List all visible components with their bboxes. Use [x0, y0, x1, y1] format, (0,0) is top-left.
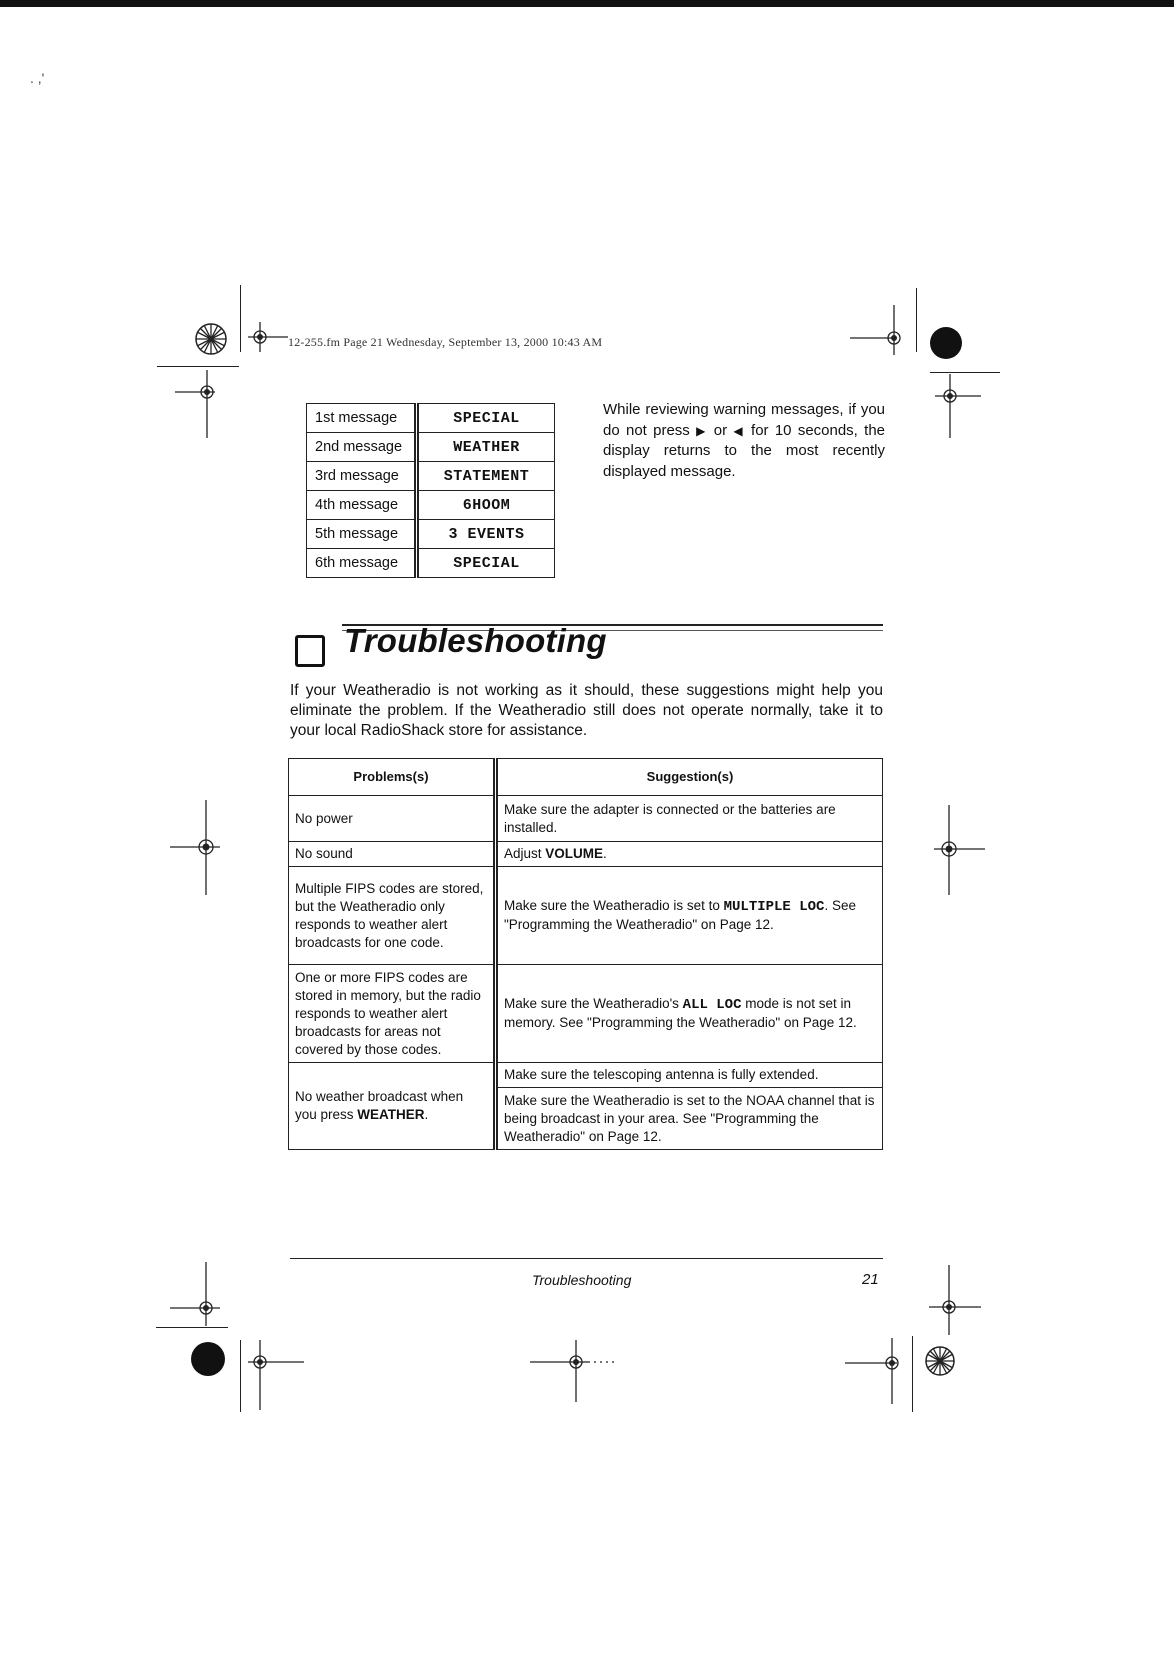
registration-star-icon [924, 1345, 956, 1377]
problem-cell: No power [289, 796, 496, 842]
message-label: 2nd message [307, 433, 417, 462]
message-table [306, 403, 555, 578]
footer-rule [290, 1258, 883, 1259]
right-arrow-icon: ▶ [696, 423, 708, 438]
message-display: SPECIAL [417, 549, 555, 578]
suggestion-cell: Make sure the Weatheradio is set to the NOAA channel that is being broadcast in your area. See "Programming the Weatheradio" on Page 12. [496, 1088, 883, 1150]
control-name: VOLUME [545, 846, 604, 861]
display-text: ALL LOC [682, 997, 742, 1013]
suggestion-text: . [603, 846, 607, 861]
message-row [307, 549, 555, 578]
crop-line [157, 366, 239, 367]
message-row [307, 491, 555, 520]
crop-line [240, 1340, 241, 1412]
problem-cell: One or more FIPS codes are stored in memory, but the radio responds to weather alert broadcasts for areas not covered by those codes. [289, 965, 496, 1063]
problem-text: . [424, 1107, 429, 1122]
suggestion-text: mode is not set in memory. See "Programming the Weatheradio" on Page 12. [504, 996, 857, 1030]
problem-header: Problems(s) [289, 759, 496, 796]
review-note-text: While reviewing warning messages, if you do not press [603, 401, 885, 439]
message-label: 5th message [307, 520, 417, 549]
registration-dot-icon [930, 327, 962, 359]
message-label: 4th message [307, 491, 417, 520]
table-row [289, 796, 883, 842]
crosshair-icon [244, 1340, 308, 1410]
message-display: STATEMENT [417, 462, 555, 491]
message-display: WEATHER [417, 433, 555, 462]
crosshair-icon [170, 1262, 230, 1326]
suggestion-text: Adjust [504, 846, 546, 861]
crop-line [916, 288, 917, 352]
crosshair-icon [850, 305, 910, 355]
display-text: MULTIPLE LOC [723, 899, 825, 915]
section-intro: If your Weatheradio is not working as it should, these suggestions might help you eliminate the problem. If the Weatheradio still does not operate normally, take it to your local RadioShack store for assistance. [290, 682, 883, 739]
message-label: 1st message [307, 404, 417, 433]
crop-line [912, 1336, 913, 1412]
table-row [289, 842, 883, 867]
review-note-text-end: for 10 seconds, the display returns to the most recently displayed message. [603, 421, 885, 480]
table-row [289, 867, 883, 965]
message-display: 6HOOM [417, 491, 555, 520]
table-header-row [289, 759, 883, 796]
crosshair-icon [530, 1340, 626, 1402]
table-row [289, 965, 883, 1063]
message-row [307, 462, 555, 491]
suggestion-text: . See "Programming the Weatheradio" on Page 12. [504, 898, 856, 932]
crosshair-icon [170, 800, 230, 895]
suggestion-cell: Make sure the telescoping antenna is fully extended. [496, 1063, 883, 1088]
crosshair-icon [244, 322, 288, 352]
suggestion-text: Make sure the Weatheradio is set to [504, 898, 724, 913]
registration-dot-icon [191, 1342, 225, 1376]
left-arrow-icon: ◀ [733, 423, 745, 438]
message-row [307, 433, 555, 462]
suggestion-cell: Make sure the adapter is connected or the batteries are installed. [496, 796, 883, 842]
control-name: WEATHER [357, 1107, 425, 1122]
message-row [307, 520, 555, 549]
message-display: SPECIAL [417, 404, 555, 433]
review-note-or: or [707, 421, 734, 439]
crop-line [240, 285, 241, 352]
crosshair-icon [930, 805, 985, 895]
file-info-line: 12-255.fm Page 21 Wednesday, September 13, 2000 10:43 AM [288, 335, 603, 349]
top-border [0, 0, 1174, 7]
suggestion-text: Make sure the Weatheradio's [504, 996, 683, 1011]
suggestion-cell [496, 842, 883, 867]
crosshair-icon [925, 372, 985, 438]
troubleshooting-table [288, 758, 883, 1150]
checkbox-square-icon [295, 635, 325, 667]
crop-line [156, 1327, 228, 1328]
page-number: 21 [862, 1271, 879, 1288]
message-row [307, 404, 555, 433]
problem-cell: Multiple FIPS codes are stored, but the Weatheradio only responds to weather alert broadcasts for one code. [289, 867, 496, 965]
section-title: Troubleshooting [344, 622, 607, 659]
scan-specks: . ,' [30, 70, 45, 86]
crosshair-icon [175, 370, 219, 438]
crosshair-icon [845, 1338, 905, 1404]
problem-text: No weather broadcast when you press [295, 1089, 464, 1122]
footer-title: Troubleshooting [532, 1272, 632, 1288]
suggestion-header: Suggestion(s) [496, 759, 883, 796]
problem-cell: No sound [289, 842, 496, 867]
suggestion-cell [496, 965, 883, 1063]
message-label: 6th message [307, 549, 417, 578]
registration-star-icon [194, 322, 228, 356]
message-label: 3rd message [307, 462, 417, 491]
problem-cell [289, 1063, 496, 1150]
message-display: 3 EVENTS [417, 520, 555, 549]
suggestion-cell [496, 867, 883, 965]
crosshair-icon [925, 1265, 985, 1335]
table-row [289, 1063, 883, 1088]
review-note [603, 400, 885, 482]
